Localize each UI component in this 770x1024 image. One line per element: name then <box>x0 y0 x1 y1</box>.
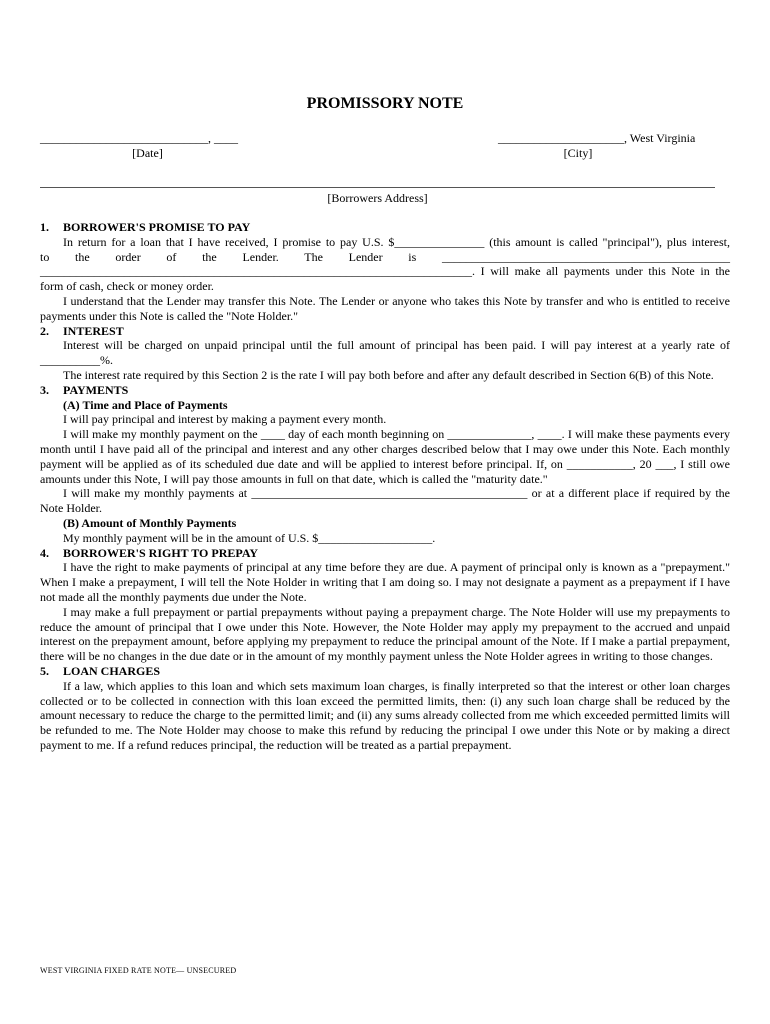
section-3a-paragraph-3: I will make my monthly payments at ______________________________________________ or at a different place if required by the Note Holder. <box>40 486 730 516</box>
date-label: [Date] <box>132 146 163 160</box>
document-title: PROMISSORY NOTE <box>306 95 464 112</box>
section-5-paragraph-1: If a law, which applies to this loan and which sets maximum loan charges, is finally interpreted so that the interest or other loan charges collected or to be collected in connection with this loan exceed the permitted limits, then: (i) any such loan charge shall be reduced by the amount necessary to reduce the charge to the permitted limit; and (ii) any sums already collected from me which exceeded permitted limits will be refunded to me. The Note Holder may choose to make this refund by reducing the principal I owe under this Note or by making a direct payment to me. If a refund reduces principal, the reduction will be treated as a partial prepayment. <box>40 678 730 752</box>
section-1-paragraph-2: I understand that the Lender may transfer this Note. The Lender or anyone who takes this Note by transfer and who is entitled to receive payments under this Note is called the "Note Holder." <box>40 293 730 323</box>
footer-text: WEST VIRGINIA FIXED RATE NOTE— UNSECURED <box>40 966 237 975</box>
section-3a-heading: (A) Time and Place of Payments <box>63 397 228 412</box>
section-1-line-3: ________________________________________________________________________. I will make all payments under this Note in the <box>40 264 730 279</box>
section-2-paragraph-2: The interest rate required by this Section 2 is the rate I will pay both before and after any default described in Section 6(B) of this Note. <box>63 367 714 382</box>
section-1-line-1: In return for a loan that I have received, I promise to pay U.S. $_______________ (this amount is called "principal"), plus interest, <box>63 234 730 249</box>
address-rule <box>40 187 715 188</box>
section-1-line-4: form of cash, check or money order. <box>40 279 214 294</box>
section-4-heading: 4. BORROWER'S RIGHT TO PREPAY <box>40 545 259 560</box>
city-label: [City] <box>563 146 593 160</box>
section-5-heading: 5. LOAN CHARGES <box>40 663 161 678</box>
section-3b-heading: (B) Amount of Monthly Payments <box>63 515 237 530</box>
section-4-paragraph-2: I may make a full prepayment or partial prepayments without paying a prepayment charge. The Note Holder will use my prepayments to reduce the amount of principal that I owe under this Note. However, the Note Holder may apply my prepayment to the accrued and unpaid interest on the prepayment amount, before applying my prepayment to reduce the principal amount of the Note. If I make a partial prepayment, there will be no changes in the due date or in the amount of my monthly payment unless the Note Holder agrees in writing to those changes. <box>40 604 730 664</box>
date-line: ____________________________, ____ <box>40 131 238 145</box>
section-1-line-2: to the order of the Lender. The Lender is ________________________________________________ <box>40 249 730 264</box>
section-3a-paragraph-1: I will pay principal and interest by making a payment every month. <box>63 412 387 427</box>
section-3a-paragraph-2: I will make my monthly payment on the ____ day of each month beginning on ______________, ____. I will make these payments every month until I have paid all of the principal and interest and any other charges described below that I may owe under this Note. Each monthly payment will be applied as of its scheduled due date and will be applied to interest before principal. If, on ___________, 20 ___, I still owe amounts under this Note, I will pay those amounts in full on that date, which is called the "maturity date." <box>40 427 730 486</box>
section-3-heading: 3. PAYMENTS <box>40 382 129 397</box>
section-2-paragraph-1: Interest will be charged on unpaid principal until the full amount of principal has been paid. I will pay interest at a yearly rate of __________%. <box>40 338 730 368</box>
city-line: _____________________, West Virginia <box>498 131 696 145</box>
section-3b-paragraph-1: My monthly payment will be in the amount of U.S. $___________________. <box>63 530 436 545</box>
section-4-paragraph-1: I have the right to make payments of principal at any time before they are due. A payment of principal only is known as a "prepayment." When I make a prepayment, I will tell the Note Holder in writing that I am doing so. I may not designate a payment as a prepayment if I have not made all the monthly payments due under the Note. <box>40 560 730 604</box>
address-label: [Borrowers Address] <box>327 191 428 205</box>
note-body <box>40 220 730 753</box>
section-1-heading: 1. BORROWER'S PROMISE TO PAY <box>40 220 251 234</box>
section-2-heading: 2. INTEREST <box>40 323 124 338</box>
